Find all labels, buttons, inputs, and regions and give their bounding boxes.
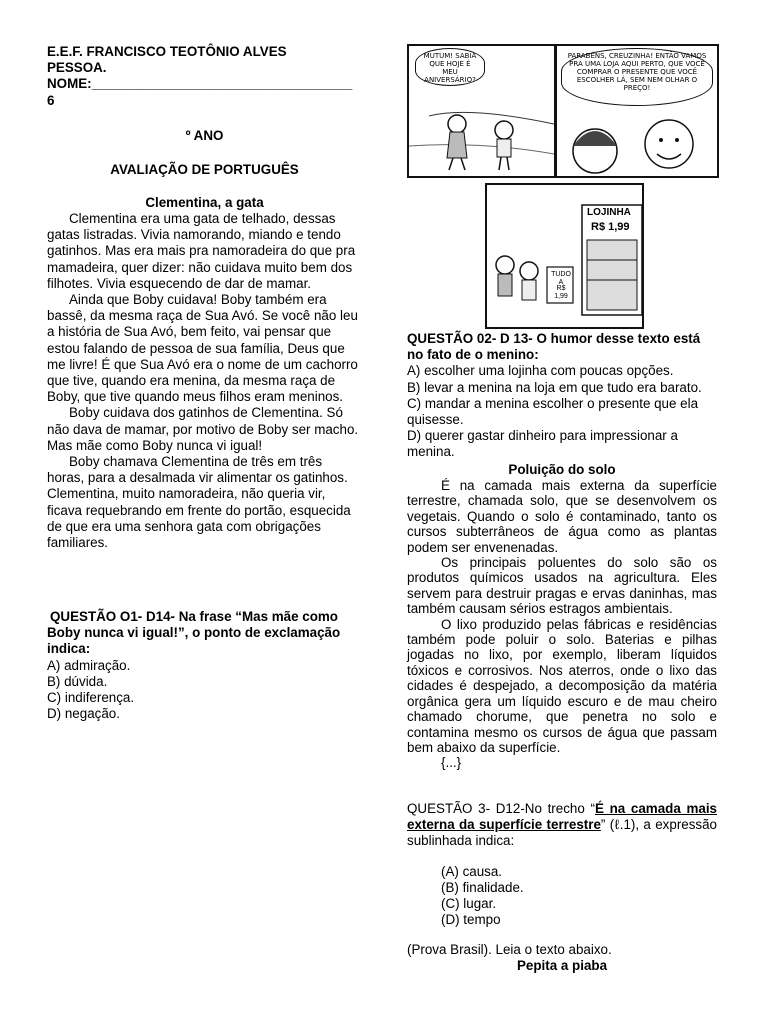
question-3-option[interactable]: (C) lugar.	[441, 896, 497, 912]
text1-body	[47, 211, 362, 551]
text1-paragraph: Ainda que Boby cuidava! Boby também era bassê, da mesma raça de Sua Avó. Se você não leu a história de Sua Avó, bem feito, vai pensar que estou falando de pessoa de sua família, Deus que me livre! É que Sua Avó era o nome de um cachorro que tive, quando era menina, da mesma raça de Boby, que tive quando meus filhos eram meninos.	[47, 292, 358, 405]
store-price: R$ 1,99	[591, 221, 630, 233]
question-1-option[interactable]: A) admiração.	[47, 657, 131, 673]
question-2-stem: QUESTÃO 02- D 13- O humor desse texto está no fato de o menino:	[407, 331, 701, 363]
name-field-label: NOME:___________________________________	[47, 76, 353, 92]
comic-drawing-1	[409, 46, 554, 176]
comic-drawing-2	[557, 46, 717, 176]
question-3-underlined-excerpt: É na camada mais externa da superfície terrestre	[407, 801, 717, 833]
question-3	[407, 801, 717, 928]
text2-title: Poluição do solo	[508, 462, 616, 477]
question-3-stem	[407, 801, 717, 850]
text1-paragraph: Clementina era uma gata de telhado, dessas gatas listradas. Vivia namorando, miando e tendo gatinhos. Mas era mais pra namoradeira do que pra mamadeira, quer dizer: não cuidava muito bem dos filhotes. Vivia esquecendo de dar de mamar.	[47, 211, 356, 291]
school-name-line2: PESSOA.	[47, 60, 107, 76]
text2-paragraph: Os principais poluentes do solo são os produtos químicos usados na agricultura. Eles servem para destruir pragas e ervas daninhas, mas também causam sérios estragos ambientais.	[407, 555, 717, 617]
school-header	[47, 44, 362, 109]
exam-title: AVALIAÇÃO DE PORTUGUÊS	[110, 162, 299, 177]
text1-paragraph: Boby chamava Clementina de três em três horas, para a desalmada vir alimentar os gatinhos. Clementina, muito namoradeira, não queria vir, ficava requebrando em frente do portão, esquecida de que era uma senhora gata com obrigações familiares.	[47, 454, 351, 551]
question-2-option[interactable]: D) querer gastar dinheiro para impressionar a menina.	[407, 428, 678, 460]
store-sign: LOJINHA	[587, 207, 631, 218]
speech-bubble-2: PARABÉNS, CREUZINHA! ENTÃO VAMOS PRA UMA LOJA AQUI PERTO, QUE VOCÊ COMPRAR O PRESENTE QUE VOCÊ ESCOLHER LÁ, SEM NEM OLHAR O PREÇO!	[561, 48, 713, 106]
question-1-stem: QUESTÃO O1- D14- Na frase “Mas mãe como Boby nunca vi igual!”, o ponto de exclamação indica:	[47, 609, 341, 657]
text2-body	[407, 478, 717, 771]
board-text: TUDO A	[551, 271, 571, 286]
question-1-option[interactable]: B) dúvida.	[47, 673, 108, 689]
text2-paragraph: É na camada mais externa da superfície terrestre, chamada solo, que se desenvolvem os vegetais. Quando o solo é contaminado, tanto os cursos subterrâneos de água como as plantas podem ser envenenadas.	[407, 478, 717, 555]
question-2-option[interactable]: A) escolher uma lojinha com poucas opções.	[407, 363, 674, 379]
question-1-option[interactable]: D) negação.	[47, 706, 120, 722]
instruction-line: (Prova Brasil). Leia o texto abaixo.	[407, 942, 612, 957]
text1-title: Clementina, a gata	[145, 195, 264, 210]
question-1-option[interactable]: C) indiferença.	[47, 690, 135, 706]
question-1	[47, 609, 362, 722]
grade-label: º ANO	[185, 128, 224, 143]
question-3-option[interactable]: (B) finalidade.	[441, 879, 524, 895]
question-2-option[interactable]: B) levar a menina na loja em que tudo era barato.	[407, 379, 702, 395]
speech-bubble-1: MUTUM! SABIA QUE HOJE É MEU ANIVERSÁRIO?	[415, 48, 485, 86]
text2-paragraph: {...}	[441, 755, 462, 771]
question-3-stem-suffix: ” (ℓ.1), a expressão sublinhada indica:	[407, 817, 718, 849]
next-text-title: Pepita a piaba	[516, 958, 608, 973]
question-2-option[interactable]: C) mandar a menina escolher o presente que ela quisesse.	[407, 395, 699, 428]
board-price: R$ 1,99	[554, 285, 568, 300]
question-3-stem-prefix: QUESTÃO 3- D12-No trecho “	[407, 801, 595, 816]
comic-panel-2	[555, 44, 719, 178]
question-3-option[interactable]: (D) tempo	[441, 912, 501, 928]
comic-panel-1	[407, 44, 556, 178]
question-3-option[interactable]: (A) causa.	[441, 863, 503, 879]
question-2	[407, 331, 717, 461]
text1-paragraph: Boby cuidava dos gatinhos de Clementina. Só não dava de mamar, por motivo de Boby ser macho. Mas mãe como Boby nunca vi igual!	[47, 405, 359, 453]
text2-paragraph: O lixo produzido pelas fábricas e residências também pode poluir o solo. Baterias e pilhas jogadas no lixo, por exemplo, liberam líquidos tóxicos e corrosivos. Nos aterros, onde o lixo das cidades é despejado, a decomposição da matéria orgânica gera um líquido escuro e de mau cheiro chamado chorume, que penetra no solo e contamina mesmo os cursos de água que passam bem abaixo da superfície.	[407, 616, 717, 755]
school-name-line1: E.E.F. FRANCISCO TEOTÔNIO ALVES	[47, 44, 287, 59]
grade-number: 6	[47, 92, 55, 108]
comic-panel-3	[485, 183, 644, 329]
